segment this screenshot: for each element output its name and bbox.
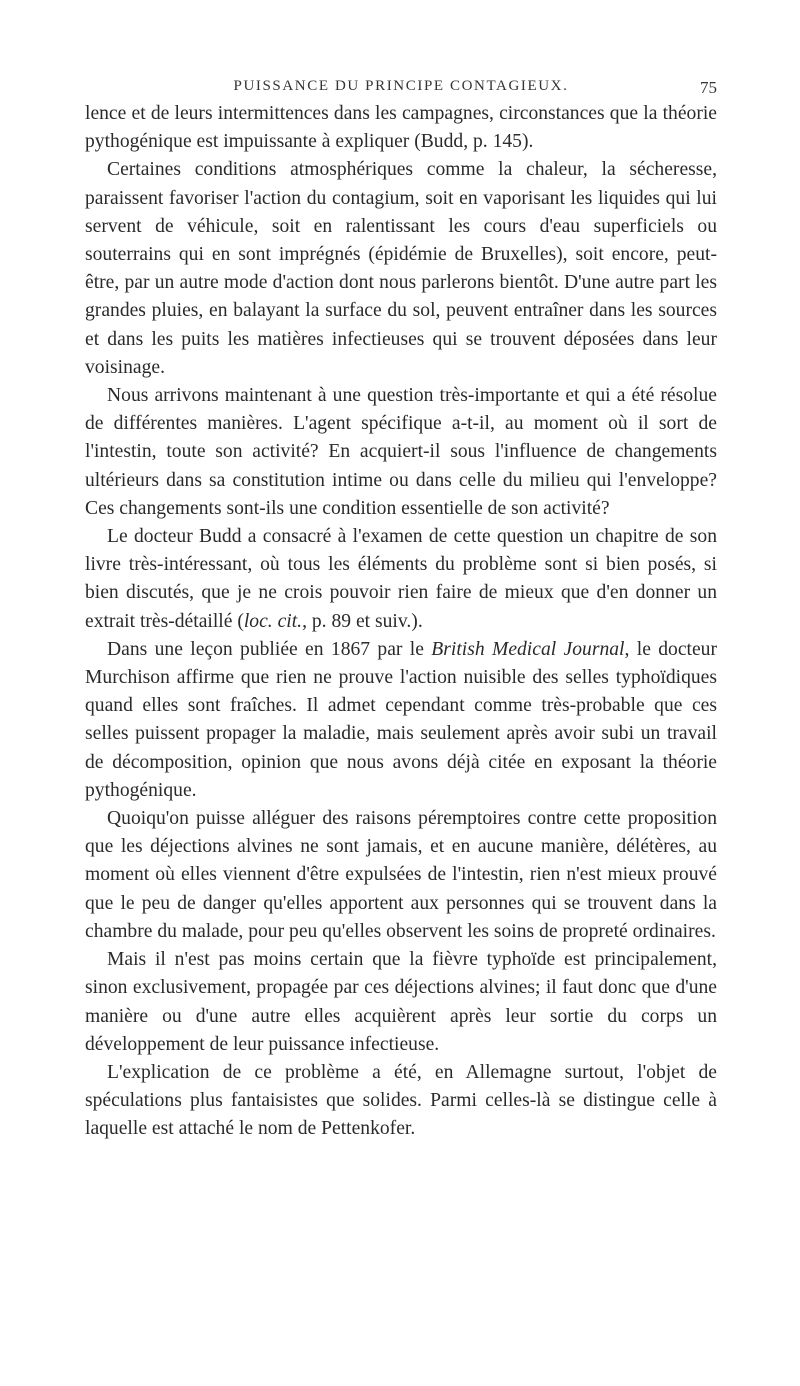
paragraph-pettenkofer: L'explication de ce problème a été, en Allemagne surtout, l'objet de spéculations plus fantaisistes que solides. Parmi celles-là se distingue celle à laquelle est attaché le nom de Pettenkofer. — [85, 1061, 717, 1140]
paragraph-continuation: lence et de leurs intermittences dans les campagnes, circonstances que la théorie pythogénique est impuissante à expliquer (Budd, p. 145). — [85, 103, 717, 153]
paragraph-atmospheric-conditions: Certaines conditions atmosphériques comme la chaleur, la sécheresse, paraissent favoriser l'action du contagium, soit en vaporisant les liquides qui lui servent de véhicule, soit en ralentissant les cours d'eau superficiels ou souterrains qui en sont imprégnés (épidémie de Bruxelles), soit encore, peut-être, par un autre mode d'action dont nous parlerons bientôt. D'une autre part les grandes pluies, en balayant la surface du sol, peuvent entraîner dans les sources et dans les puits les matières infectieuses qui se trouvent déposées dans leur voisinage. — [85, 159, 717, 378]
citation-loc-cit: loc. cit. — [243, 610, 303, 632]
paragraph-murchison-lesson — [85, 636, 717, 805]
body-text — [85, 100, 717, 1144]
paragraph-budd-chapter — [85, 523, 717, 636]
page-number: 75 — [700, 78, 717, 97]
paragraph-murchison-text-1: Dans une leçon publiée en 1867 par le — [107, 638, 432, 660]
running-head — [85, 78, 717, 102]
running-title: PUISSANCE DU PRINCIPE CONTAGIEUX. — [233, 78, 569, 94]
paragraph-specific-agent-question: Nous arrivons maintenant à une question très-importante et qui a été résolue de différentes manières. L'agent spécifique a-t-il, au moment où il sort de l'intestin, toute son activité? En acquiert-il sous l'influence de changements ultérieurs dans sa constitution intime ou dans celle du milieu qui l'enveloppe? Ces changements sont-ils une condition essentielle de son activité? — [85, 385, 717, 519]
paragraph-murchison-text-2: , le docteur Murchison affirme que rien ne prouve l'action nuisible des selles typhoïdiques quand elles sont fraîches. Il admet cependant comme très-probable que ces selles puissent propager la maladie, mais seulement après avoir subi un travail de décomposition, opinion que nous avons déjà citée en exposant la théorie pythogénique. — [85, 638, 717, 801]
journal-title: British Medical Journal — [431, 638, 625, 660]
paragraph-budd-text-1: Le docteur Budd a consacré à l'examen de cette question un chapitre de son livre très-intéressant, où tous les éléments du problème sont si bien posés, si bien discutés, que je ne crois pouvoir rien faire de mieux que d'en donner un extrait très-détaillé ( — [85, 526, 717, 632]
paragraph-budd-text-2: , p. 89 et suiv.). — [302, 610, 423, 632]
paragraph-typhoid-propagation: Mais il n'est pas moins certain que la fièvre typhoïde est principalement, sinon exclusivement, propagée par ces déjections alvines; il faut donc que d'une manière ou d'une autre elles acquièrent après leur sortie du corps un développement de leur puissance infectieuse. — [85, 949, 717, 1055]
paragraph-alvine-dejections: Quoiqu'on puisse alléguer des raisons péremptoires contre cette proposition que les déjections alvines ne sont jamais, et en aucune manière, délétères, au moment où elles viennent d'être expulsées de l'intestin, rien n'est mieux prouvé que le peu de danger qu'elles apportent aux personnes qui se trouvent dans la chambre du malade, pour peu qu'elles observent les soins de propreté ordinaires. — [85, 808, 717, 942]
